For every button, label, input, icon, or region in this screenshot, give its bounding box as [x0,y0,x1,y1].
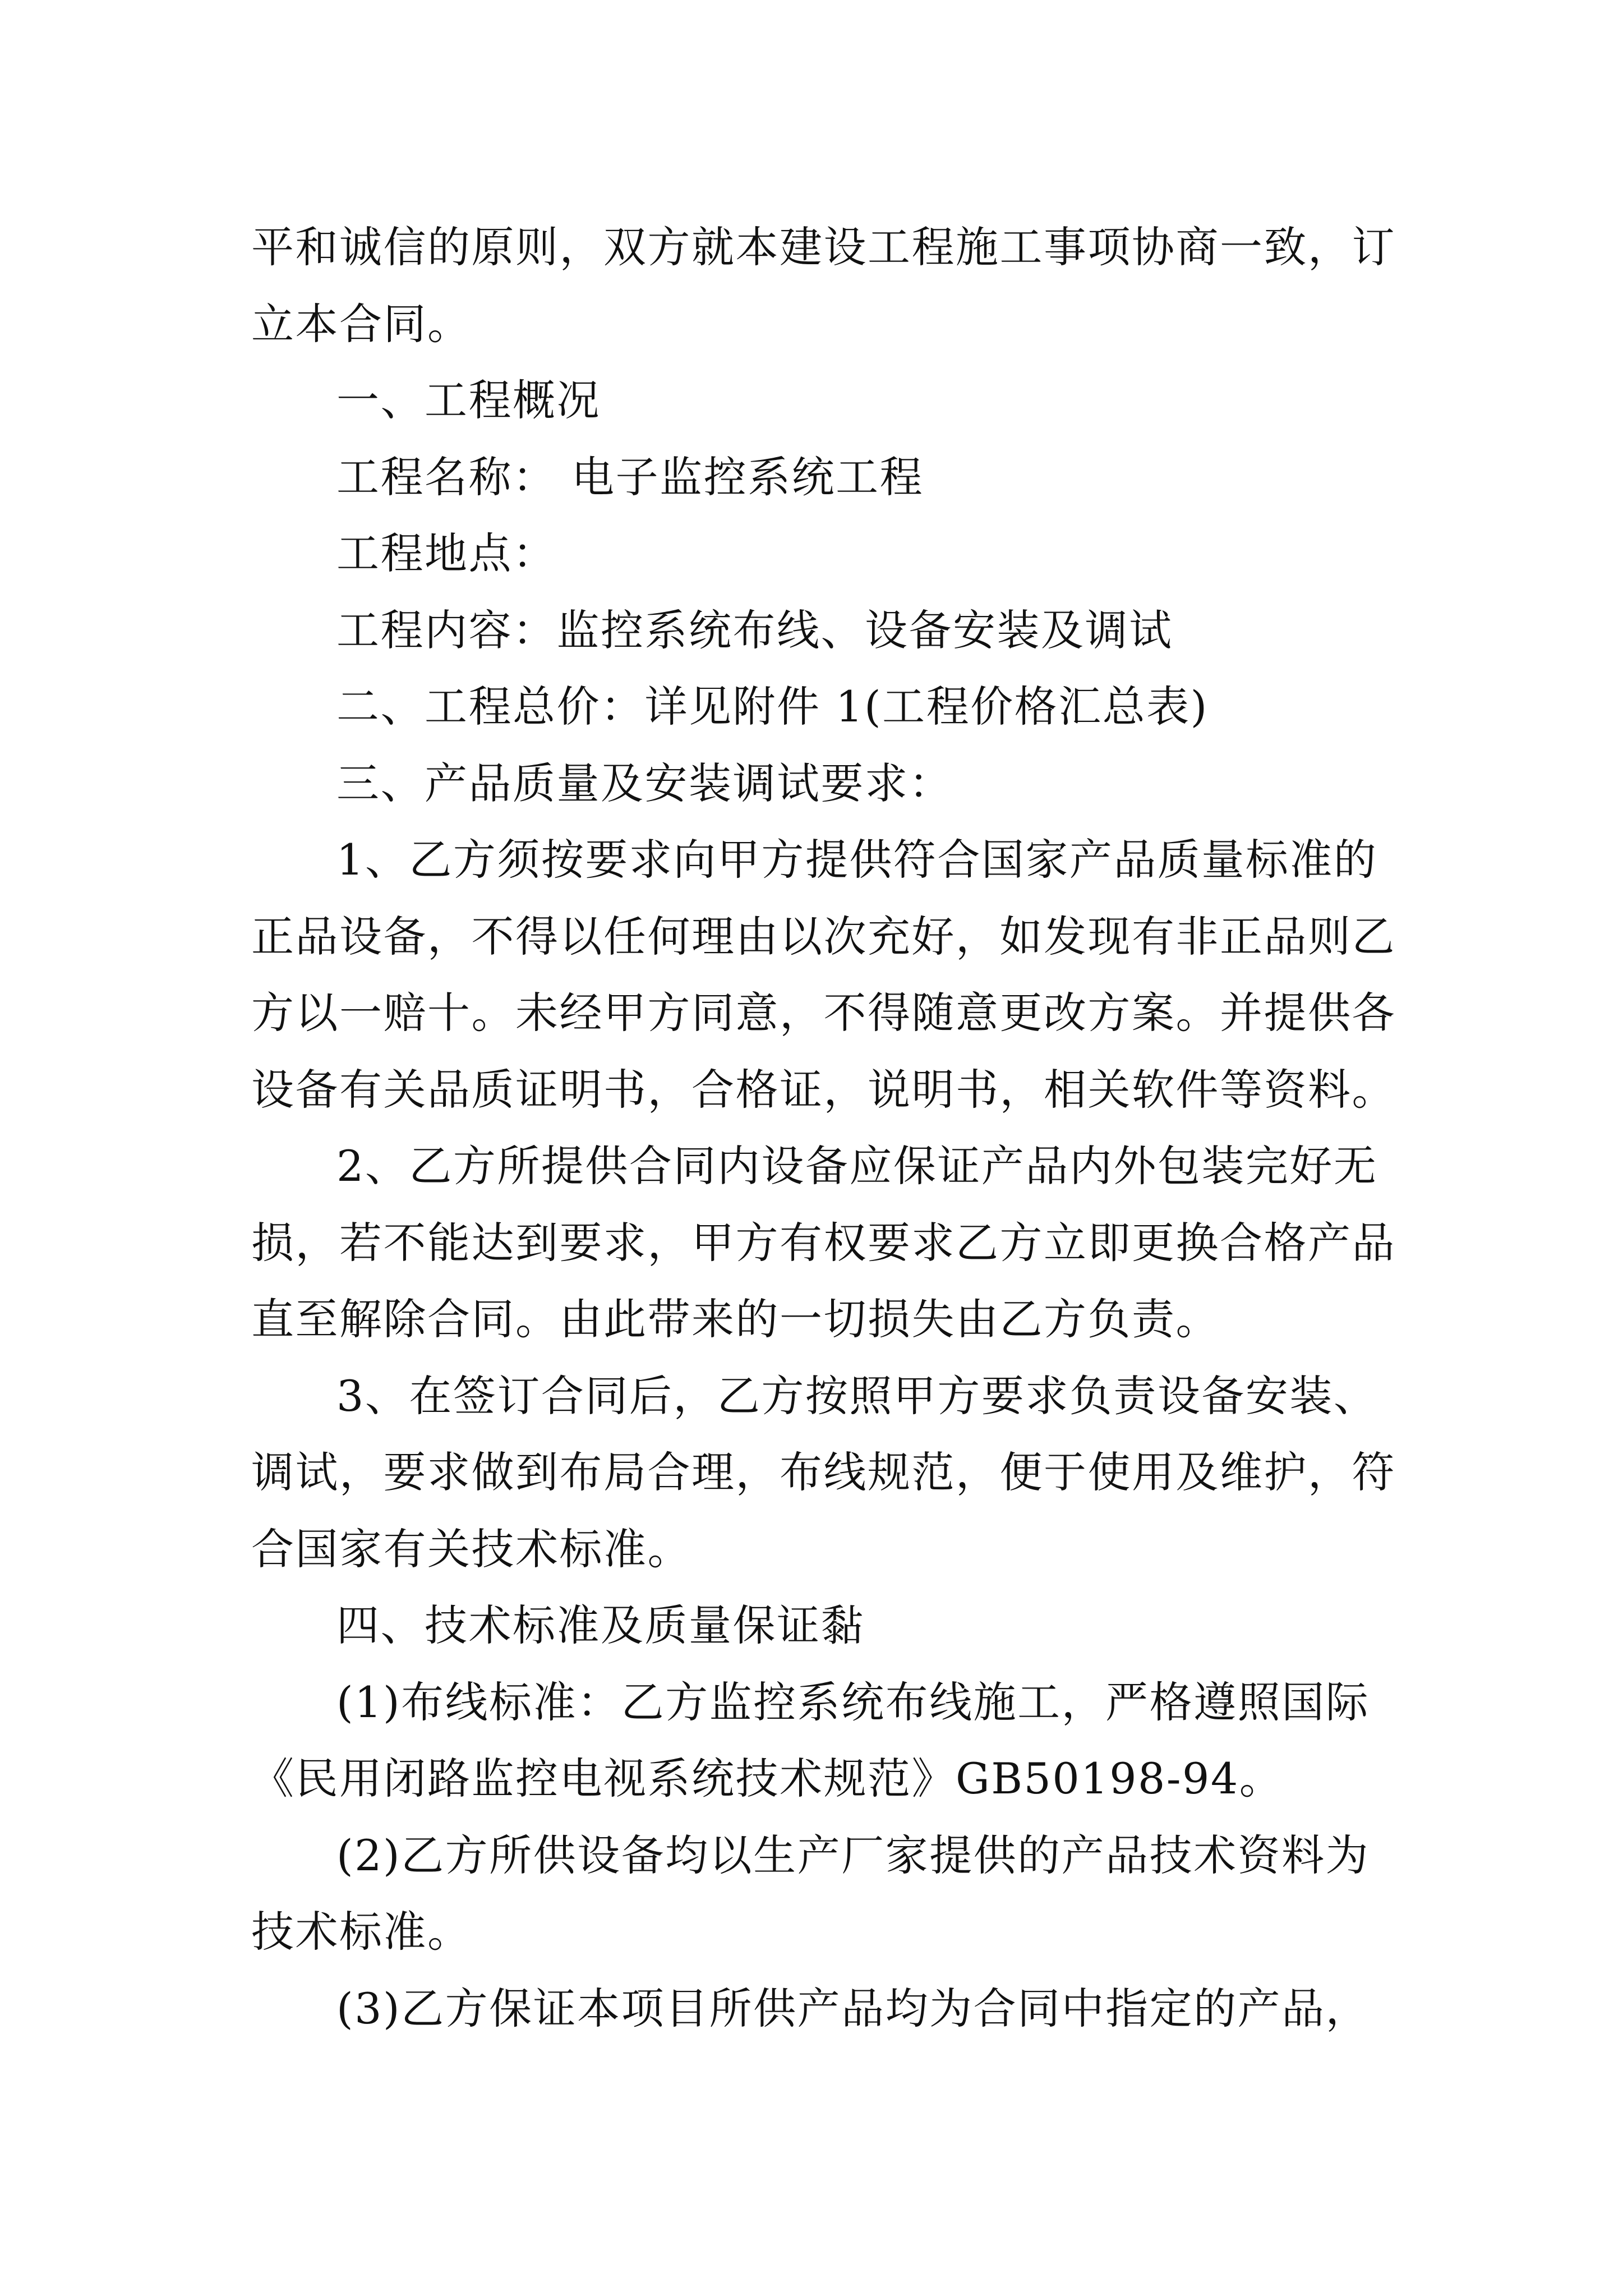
text-line: 三、产品质量及安装调试要求： [336,758,953,808]
text-line: 《民用闭路监控电视系统技术规范》GB50198-94。 [251,1754,1284,1803]
text-line: 平和诚信的原则，双方就本建设工程施工事项协商一致，订 [251,222,1396,272]
contract-text [251,209,1396,2047]
text-line: 3、在签订合同后，乙方按照甲方要求负责设备安装、 [336,1370,1378,1421]
text-line: 工程名称： 电子监控系统工程 [336,452,924,502]
text-line: 工程内容：监控系统布线、设备安装及调试 [336,605,1173,655]
text-line: 四、技术标准及质量保证黏 [336,1600,865,1650]
text-line: 1、乙方须按要求向甲方提供符合国家产品质量标准的 [336,835,1378,885]
text-line: 立本合同。 [251,298,472,349]
text-line: 方以一赔十。未经甲方同意，不得随意更改方案。并提供各 [251,988,1396,1038]
text-line: 工程地点： [336,528,557,578]
text-line: (3)乙方保证本项目所供产品均为合同中指定的产品， [336,1983,1370,2033]
text-line: 直至解除合同。由此带来的一切损失由乙方负责。 [251,1294,1220,1344]
text-line: (1)布线标准：乙方监控系统布线施工，严格遵照国际 [336,1677,1370,1727]
text-line: 正品设备，不得以任何理由以次充好，如发现有非正品则乙 [251,911,1396,961]
text-line: 调试，要求做到布局合理，布线规范，便于使用及维护，符 [251,1447,1396,1497]
text-line: 技术标准。 [251,1907,472,1957]
text-line: (2)乙方所供设备均以生产厂家提供的产品技术资料为 [336,1830,1370,1880]
text-line: 2、乙方所提供合同内设备应保证产品内外包装完好无 [336,1141,1378,1191]
text-line: 合国家有关技术标准。 [251,1524,691,1574]
text-line: 二、工程总价：详见附件 1(工程价格汇总表) [336,682,1209,731]
text-line: 一、工程概况 [336,375,601,425]
text-line: 损，若不能达到要求，甲方有权要求乙方立即更换合格产品 [251,1217,1396,1268]
text-line: 设备有关品质证明书，合格证，说明书，相关软件等资料。 [251,1064,1396,1115]
